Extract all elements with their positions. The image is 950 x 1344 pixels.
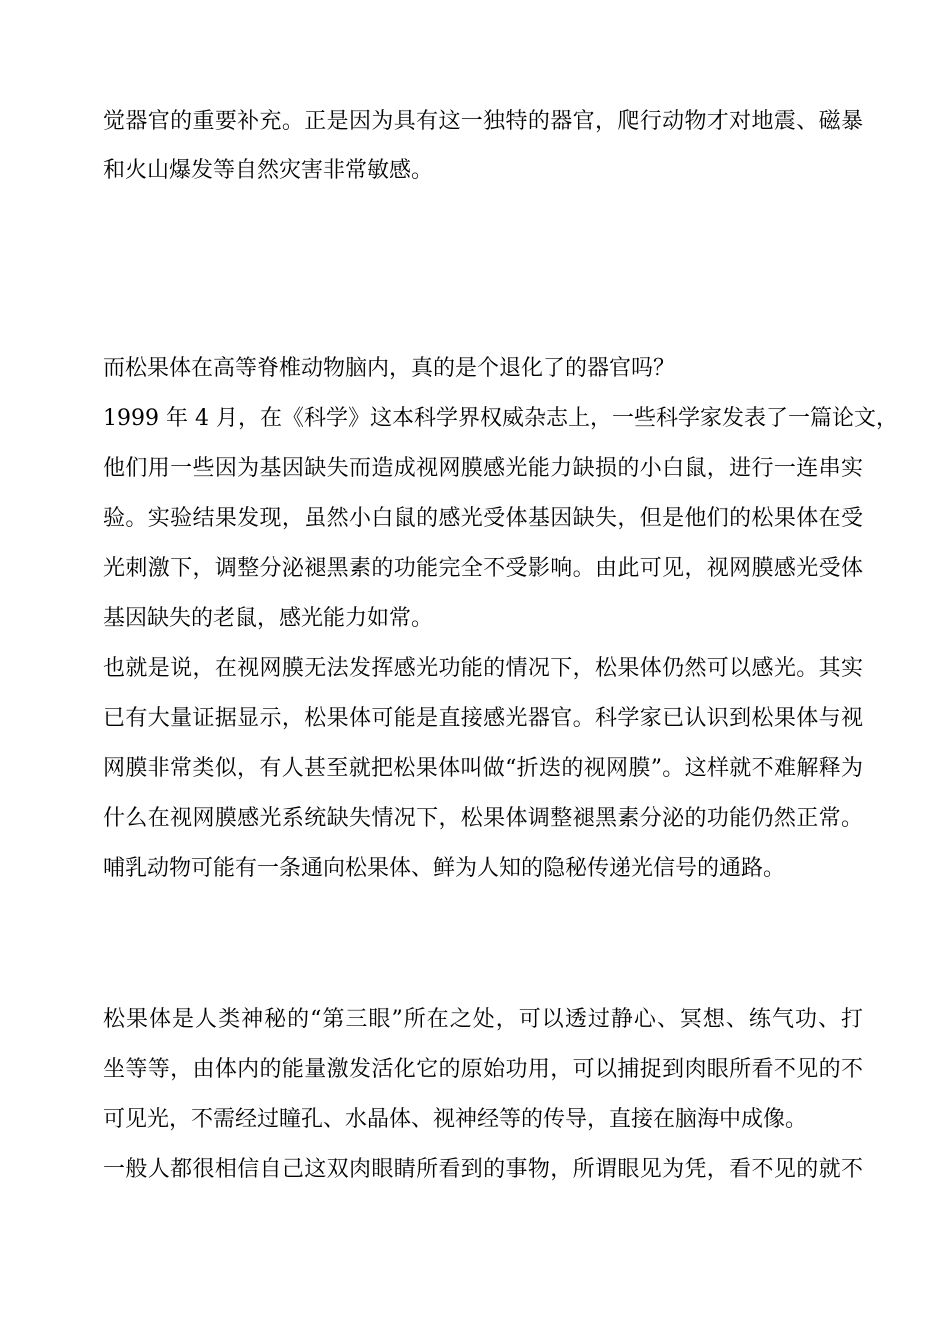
paragraph-line: 什么在视网膜感光系统缺失情况下，松果体调整褪黑素分泌的功能仍然正常。 <box>103 806 863 831</box>
paragraph-line: 一般人都很相信自己这双肉眼睛所看到的事物，所谓眼见为凭，看不见的就不 <box>103 1157 863 1182</box>
paragraph-line: 和火山爆发等自然灾害非常敏感。 <box>103 158 434 183</box>
paragraph-line: 已有大量证据显示，松果体可能是直接感光器官。科学家已认识到松果体与视 <box>103 706 863 731</box>
paragraph-line: 哺乳动物可能有一条通向松果体、鲜为人知的隐秘传递光信号的通路。 <box>103 856 786 881</box>
paragraph-line: 他们用一些因为基因缺失而造成视网膜感光能力缺损的小白鼠，进行一连串实 <box>103 456 863 481</box>
paragraph-line: 可见光，不需经过瞳孔、水晶体、视神经等的传导，直接在脑海中成像。 <box>103 1107 808 1132</box>
paragraph-line: 光刺激下，调整分泌褪黑素的功能完全不受影响。由此可见，视网膜感光受体 <box>103 556 863 581</box>
paragraph-line: 基因缺失的老鼠，感光能力如常。 <box>103 606 434 631</box>
paragraph-line: 松果体是人类神秘的“第三眼”所在之处，可以透过静心、冥想、练气功、打 <box>103 1007 863 1032</box>
paragraph-line: 坐等等，由体内的能量激发活化它的原始功用，可以捕捉到肉眼所看不见的不 <box>103 1057 863 1082</box>
paragraph-line: 网膜非常类似，有人甚至就把松果体叫做“折迭的视网膜”。这样就不难解释为 <box>103 756 863 781</box>
paragraph-line: 验。实验结果发现，虽然小白鼠的感光受体基因缺失，但是他们的松果体在受 <box>103 506 863 531</box>
paragraph-line: 也就是说，在视网膜无法发挥感光功能的情况下，松果体仍然可以感光。其实 <box>103 656 863 681</box>
paragraph-line: 1999 年 4 月，在《科学》这本科学界权威杂志上，一些科学家发表了一篇论文， <box>103 406 898 431</box>
paragraph-line: 觉器官的重要补充。正是因为具有这一独特的器官，爬行动物才对地震、磁暴 <box>103 109 863 134</box>
paragraph-line: 而松果体在高等脊椎动物脑内，真的是个退化了的器官吗？ <box>103 356 676 381</box>
